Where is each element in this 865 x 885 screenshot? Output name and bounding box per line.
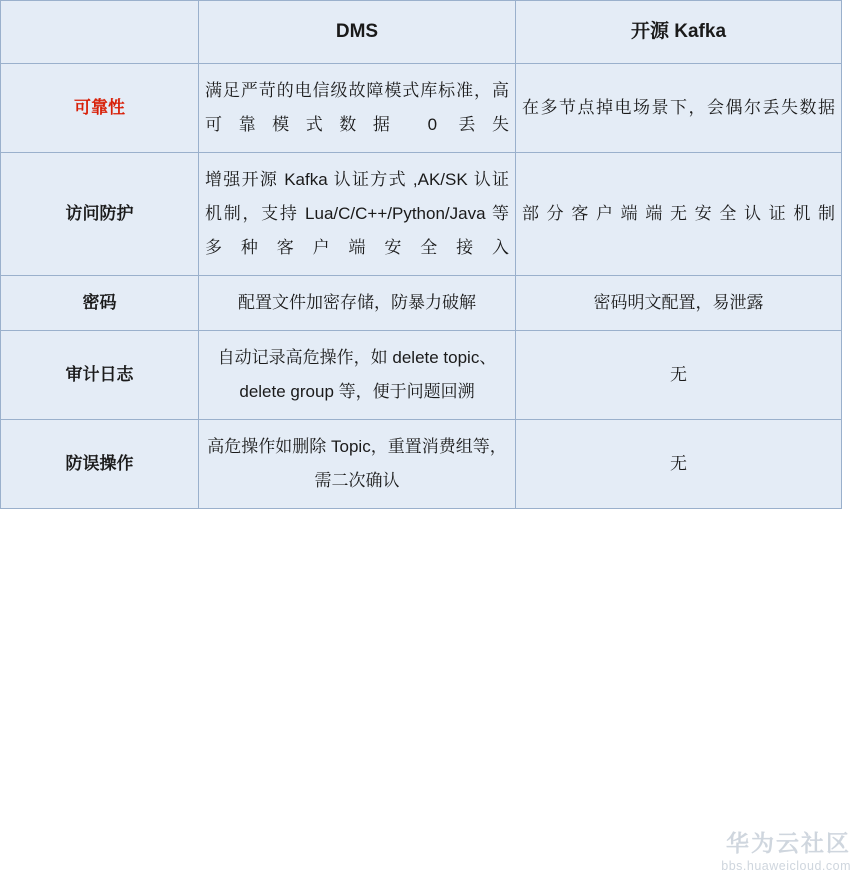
cell-kafka-access-protection: 部分客户端端无安全认证机制 [516,153,842,276]
table-row [1,420,842,509]
header-cell-kafka: 开源 Kafka [516,1,842,64]
row-label-audit-log: 审计日志 [1,331,199,420]
cell-dms-reliability: 满足严苛的电信级故障模式库标准，高可靠模式数据 0 丢失 [199,64,516,153]
row-label-misoperation-prevention: 防误操作 [1,420,199,509]
table-row [1,276,842,331]
cell-dms-access-protection: 增强开源 Kafka 认证方式 ,AK/SK 认证机制，支持 Lua/C/C++/Python/Java 等多种客户端安全接入 [199,153,516,276]
cell-kafka-misoperation-prevention: 无 [516,420,842,509]
cell-dms-audit-log: 自动记录高危操作，如 delete topic、delete group 等，便于问题回溯 [199,331,516,420]
watermark-url: bbs.huaweicloud.com [721,858,851,873]
table-body [1,64,842,509]
row-label-access-protection: 访问防护 [1,153,199,276]
table-row [1,64,842,153]
header-row [1,1,842,64]
table-header [1,1,842,64]
table-row [1,153,842,276]
cell-kafka-audit-log: 无 [516,331,842,420]
cell-dms-misoperation-prevention: 高危操作如删除 Topic，重置消费组等，需二次确认 [199,420,516,509]
table-row [1,331,842,420]
watermark-title: 华为云社区 [726,829,851,856]
header-cell-dms: DMS [199,1,516,64]
header-cell-blank [1,1,199,64]
row-label-password: 密码 [1,276,199,331]
row-label-reliability: 可靠性 [1,64,199,153]
cell-kafka-reliability: 在多节点掉电场景下，会偶尔丢失数据 [516,64,842,153]
cell-kafka-password: 密码明文配置，易泄露 [516,276,842,331]
watermark [721,830,851,875]
cell-dms-password: 配置文件加密存储，防暴力破解 [199,276,516,331]
